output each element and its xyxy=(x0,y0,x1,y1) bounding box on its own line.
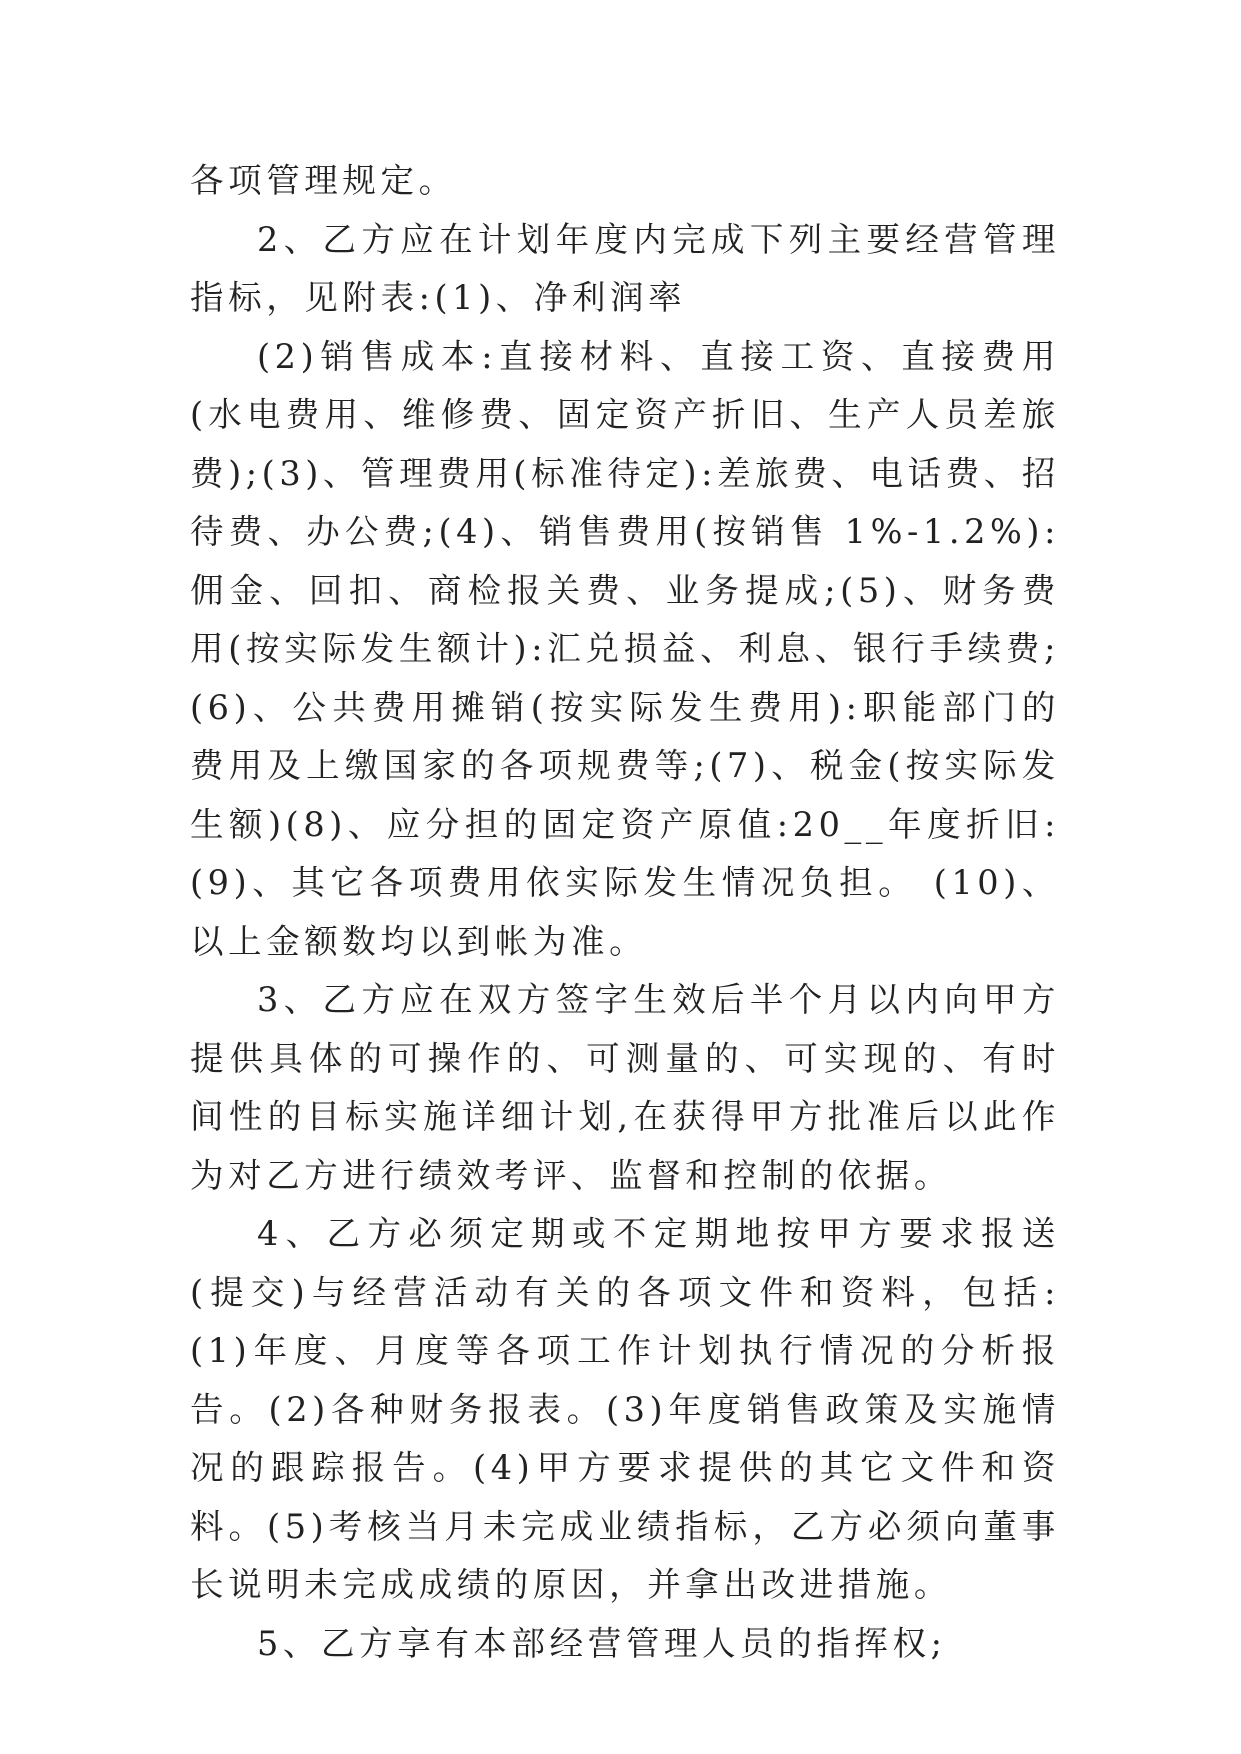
document-body xyxy=(190,152,1060,1673)
paragraph-clause-2: 2、乙方应在计划年度内完成下列主要经营管理指标，见附表:(1)、净利润率 xyxy=(190,219,1060,317)
paragraph-clause-4: 4、乙方必须定期或不定期地按甲方要求报送(提交)与经营活动有关的各项文件和资料，包括:(1)年度、月度等各项工作计划执行情况的分析报告。(2)各种财务报表。(3)年度销售政策及实施情况的跟踪报告。(4)甲方要求提供的其它文件和资料。(5)考核当月未完成业绩指标，乙方必须向董事长说明未完成成绩的原因，并拿出改进措施。 xyxy=(190,1214,1060,1604)
paragraph-clause-3: 3、乙方应在双方签字生效后半个月以内向甲方提供具体的可操作的、可测量的、可实现的、有时间性的目标实施详细计划,在获得甲方批准后以此作为对乙方进行绩效考评、监督和控制的依据。 xyxy=(190,980,1060,1195)
paragraph-clause-5: 5、乙方享有本部经营管理人员的指挥权; xyxy=(257,1623,947,1663)
paragraph-continuation: 各项管理规定。 xyxy=(190,161,457,200)
paragraph-cost-items: (2)销售成本:直接材料、直接工资、直接费用(水电费用、维修费、固定资产折旧、生产人员差旅费);(3)、管理费用(标准待定):差旅费、电话费、招待费、办公费;(4)、销售费用(按销售 1%-1.2%):佣金、回扣、商检报关费、业务提成;(5)、财务费用(按实际发生额计):汇兑损益、利息、银行手续费;(6)、公共费用摊销(按实际发生费用):职能部门的费用及上缴国家的各项规费等;(7)、税金(按实际发生额)(8)、应分担的固定资产原值:20__年度折旧:(9)、其它各项费用依实际发生情况负担。 (10)、以上金额数均以到帐为准。 xyxy=(190,336,1060,961)
